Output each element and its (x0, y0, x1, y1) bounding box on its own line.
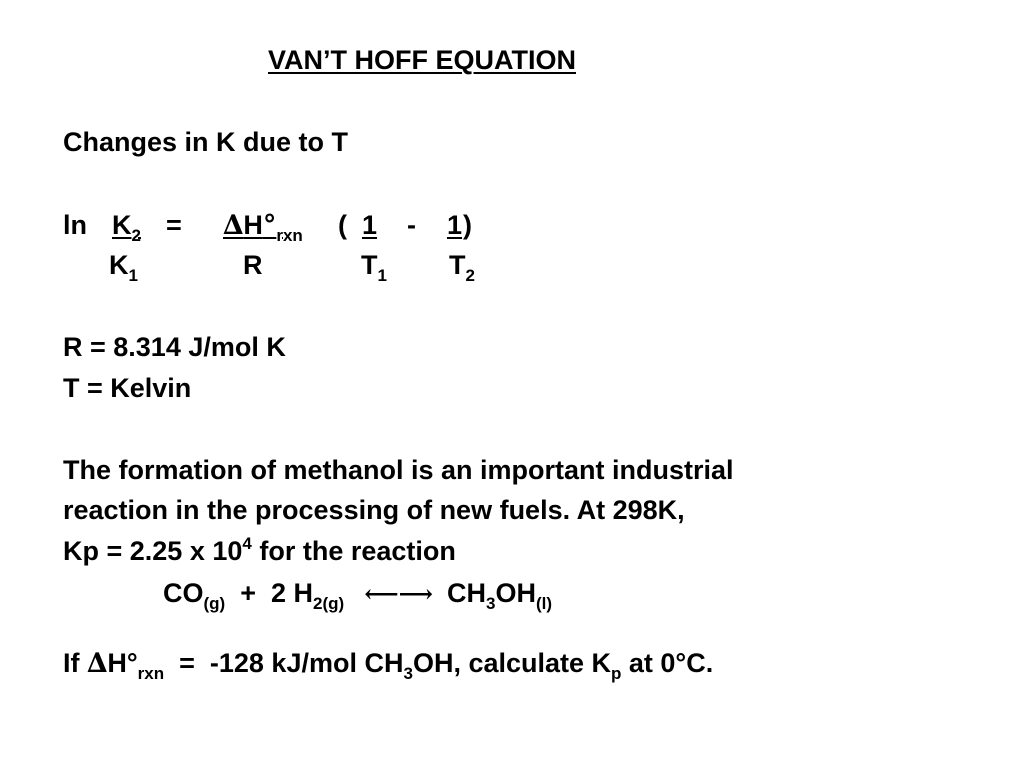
minus-sign: - (407, 210, 416, 240)
one-numerator-b: 1 (447, 210, 463, 240)
delta-h-rxn: $\Delta H^\circ_{rxn}$ (223, 210, 303, 245)
subtitle: Changes in K due to T (63, 127, 349, 157)
k1-denominator: $K_1$ (109, 250, 138, 285)
ln-label: ln (63, 210, 87, 240)
kp-statement: Kp = 2.25 x $10^4$ for the reaction (63, 534, 456, 566)
one-numerator-a: 1 (362, 210, 378, 240)
t2-denominator: $T_2$ (449, 250, 475, 285)
r-denominator: R (243, 250, 263, 280)
problem-line-2: reaction in the processing of new fuels. At 298K, (63, 495, 685, 525)
open-paren: ( (338, 210, 347, 240)
close-paren: ) (463, 210, 472, 240)
equals-sign: = (166, 210, 182, 240)
definition-t: T = Kelvin (63, 373, 192, 403)
k2-numerator: $K_2$ (112, 210, 141, 245)
problem-line-1: The formation of methanol is an important industrial (63, 455, 734, 485)
chemical-reaction: $CO_{(g)} + 2$ $H_{2(g)}$ ⟵⟶ $CH_3OH_{(l)}$ (163, 578, 553, 613)
definition-r: R = 8.314 J/mol K (63, 332, 286, 362)
t1-denominator: $T_1$ (361, 250, 387, 285)
question-line: If $\Delta H^\circ_{rxn} = -128$ kJ/mol $CH_3OH$, calculate $K_p$ at 0°C. (63, 648, 714, 683)
equilibrium-arrow: ⟵⟶ (364, 579, 433, 608)
slide-title: VAN’T HOFF EQUATION (268, 45, 576, 75)
